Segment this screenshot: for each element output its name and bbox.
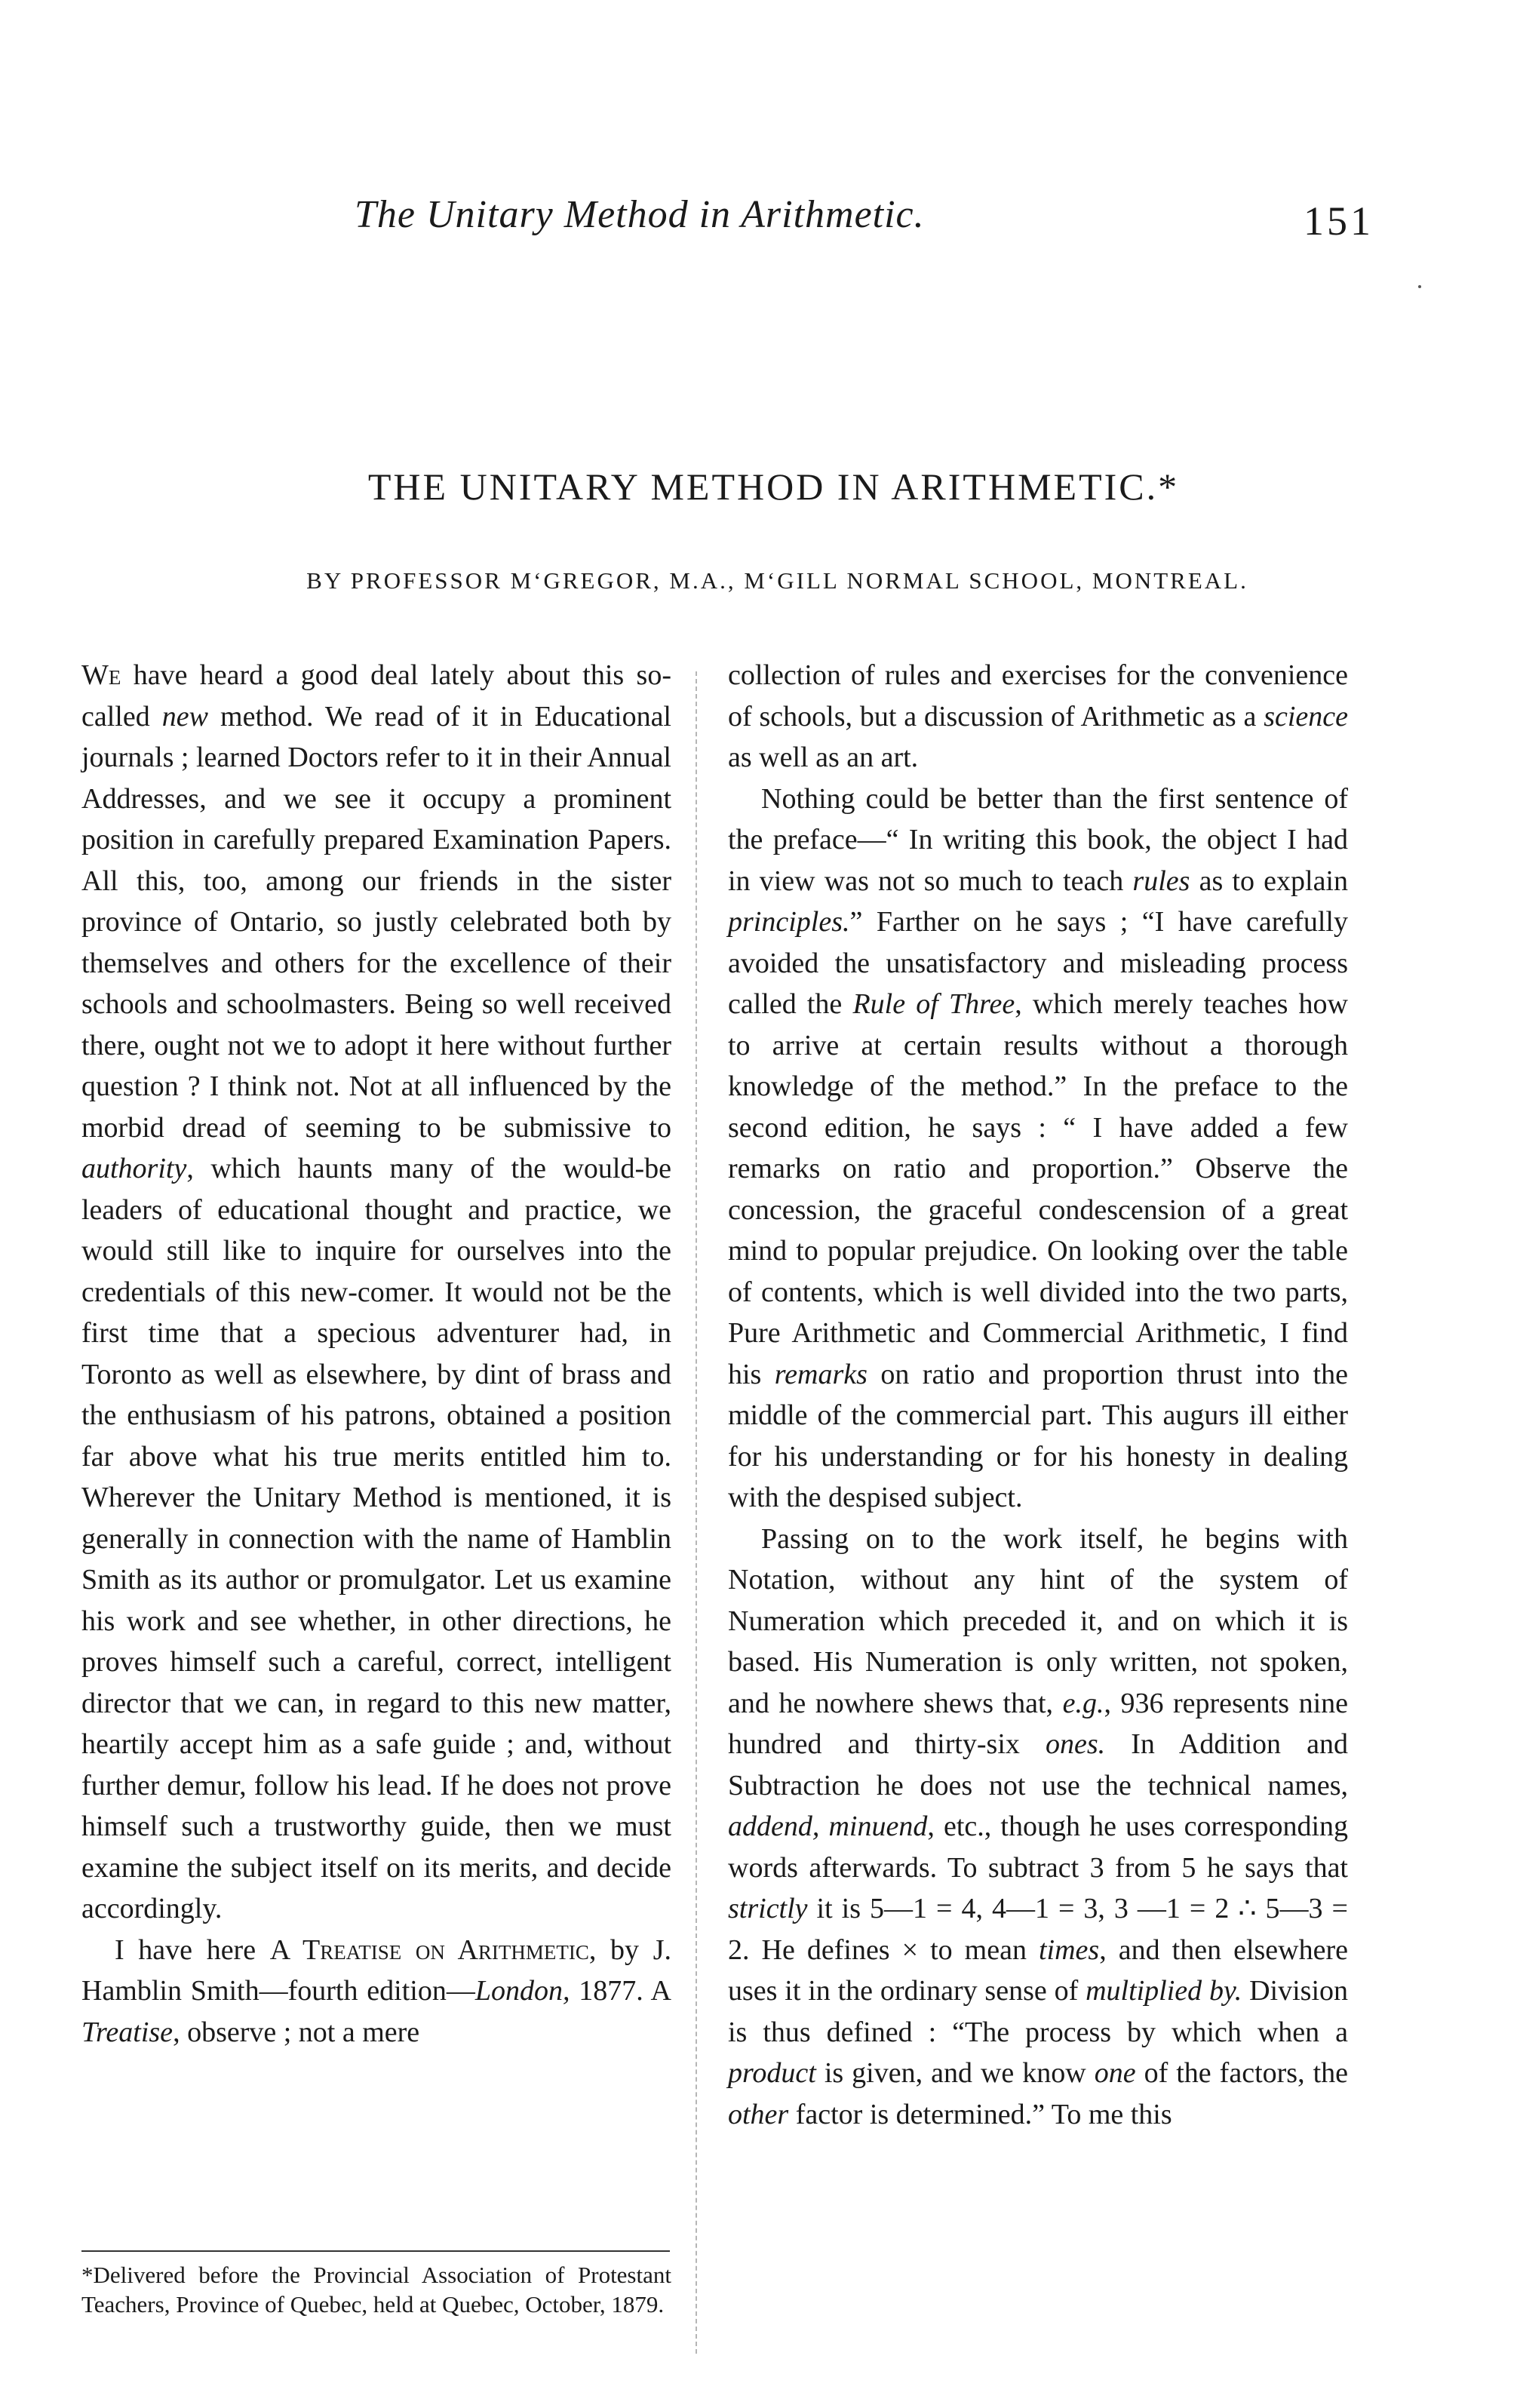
emphasis: one [1094,2057,1136,2089]
drop-word: We [81,659,121,691]
text-run: , which haunts many of the would-be leaders of educational thought and practice, we would still like to inquire for ourselves into the credentials of this new-comer. It would not be the first time that a specious adventurer had, in Toronto as well as elsewhere, by dint of brass and the enthusiasm of his patrons, obtained a position far above what his true merits entitled him to. Wherever the Unitary Method is mentioned, it is generally in connection with the name of Hamblin Smith as its author or promulgator. Let us examine his work and see whether, in other directions, he proves himself such a careful, correct, intelligent director that we can, in regard to this new matter, heartily accept him as a safe guide ; and, without further demur, follow his lead. If he does not prove himself such a trustworthy guide, then we must examine the subject itself on its merits, and decide accordingly. [81,1153,671,1924]
paragraph [81,655,671,1930]
emphasis: times [1039,1933,1100,1966]
emphasis: addend, minuend [728,1811,928,1842]
text-run: , etc., though he uses corresponding words afterwards. To subtract 3 from 5 he says that [728,1811,1349,1884]
emphasis: authority [81,1153,187,1184]
running-head: The Unitary Method in Arithmetic. [355,193,925,236]
footnote [81,2260,671,2319]
stray-mark [1418,285,1421,288]
emphasis: remarks [774,1358,868,1390]
emphasis: London, [474,1975,570,2007]
text-run: collection of rules and exercises for the convenience of schools, but a discussion of Arithmetic as a [728,659,1348,733]
column-divider [696,671,697,2354]
page-number: 151 [1304,198,1374,244]
text-run: it is 5—1 = 4, 4—1 = 3, 3 —1 = 2 ∴ 5—3 = 2. He defines × to mean [728,1893,1348,1966]
footnote-rule [81,2250,670,2252]
emphasis: multiplied by. [1086,1975,1242,2007]
text-run: Passing on to the work itself, he begins with Notation, without any hint of the system of Numeration which preceded it, and on which it is based. His Numeration is only written, not spoken, and he nowhere shews that, [728,1522,1348,1719]
emphasis: ones. [1046,1728,1106,1760]
paragraph [81,1930,671,2053]
text-run: , and then elsewhere uses it in the ordinary sense of [728,1933,1348,2007]
text-run: of the factors, the [1135,2057,1348,2089]
text-run: , 936 represents nine hundred and thirty-six [728,1687,1348,1760]
emphasis: e.g. [1062,1687,1104,1719]
emphasis: science [1264,700,1348,733]
paragraph [728,779,1348,1519]
text-run: 1877. A [570,1975,671,2007]
text-run: as to explain [1190,865,1348,897]
emphasis: Rule of Three [852,988,1015,1020]
emphasis: Treatise [81,2016,174,2048]
text-run: by J. Hamblin Smith—fourth edition— [81,1933,671,2007]
text-run: , which merely teaches how to arrive at certain results without a thorough knowledge of the method.” In the preface to the second edition, he says : “ I have added a few remarks on ratio and proportion.” Observe the concession, the graceful condescension of a great mind to popular prejudice. On looking over the table of contents, which is well divided into the two parts, Pure Arithmetic and Commercial Arithmetic, I find his [728,988,1349,1390]
text-run: factor is determined.” To me this [788,2098,1172,2130]
article-title: THE UNITARY METHOD IN ARITHMETIC.* [367,465,1180,508]
text-run: on ratio and proportion thrust into the middle of the commercial part. This augurs ill either for his understanding or for his honesty in dealing with the despised subject. [728,1358,1348,1513]
text-run: Nothing could be better than the first sentence of the preface—“ In writing this book, the object I had in view was not so much to teach [728,782,1348,897]
text-run: ” Farther on he says ; “I have carefully avoided the unsatisfactory and misleading process called the [728,906,1348,1020]
text-run: method. We read of it in Educational journals ; learned Doctors refer to it in their Annual Addresses, and we see it occupy a prominent position in carefully prepared Examination Papers. All this, too, among our friends in the sister province of Ontario, so justly celebrated both by themselves and others for the excellence of their schools and schoolmasters. Being so well received there, ought not we to adopt it here without further question ? I think not. Not at all influenced by the morbid dread of seeming to be submissive to [81,700,671,1144]
text-run: , observe ; not a mere [173,2016,420,2048]
paragraph [728,655,1348,779]
emphasis: principles. [728,906,850,938]
text-run: have heard a good deal lately about this so-called [81,659,671,733]
emphasis: rules [1132,865,1190,897]
text-run: is given, and we know [815,2057,1095,2089]
emphasis: new [161,700,208,733]
footnote-text: *Delivered before the Provincial Association of Protestant Teachers, Province of Quebec, held at Quebec, October, 1879. [81,2262,671,2317]
emphasis: product [728,2057,816,2089]
right-column [728,655,1348,2135]
text-run: Division is thus defined : “The process by which when a [728,1975,1349,2048]
emphasis: strictly [728,1893,808,1924]
text-run: In Addition and Subtraction he does not use the technical names, [728,1728,1349,1801]
article-byline: BY PROFESSOR M‘GREGOR, M.A., M‘GILL NORMAL SCHOOL, MONTREAL. [306,567,1248,594]
paragraph [728,1519,1348,2136]
book-title: A Treatise on Arithmetic, [269,1933,597,1966]
emphasis: other [728,2098,789,2130]
text-run: as well as an art. [728,742,919,773]
left-column [81,655,671,2053]
text-run: I have here [115,1933,270,1966]
